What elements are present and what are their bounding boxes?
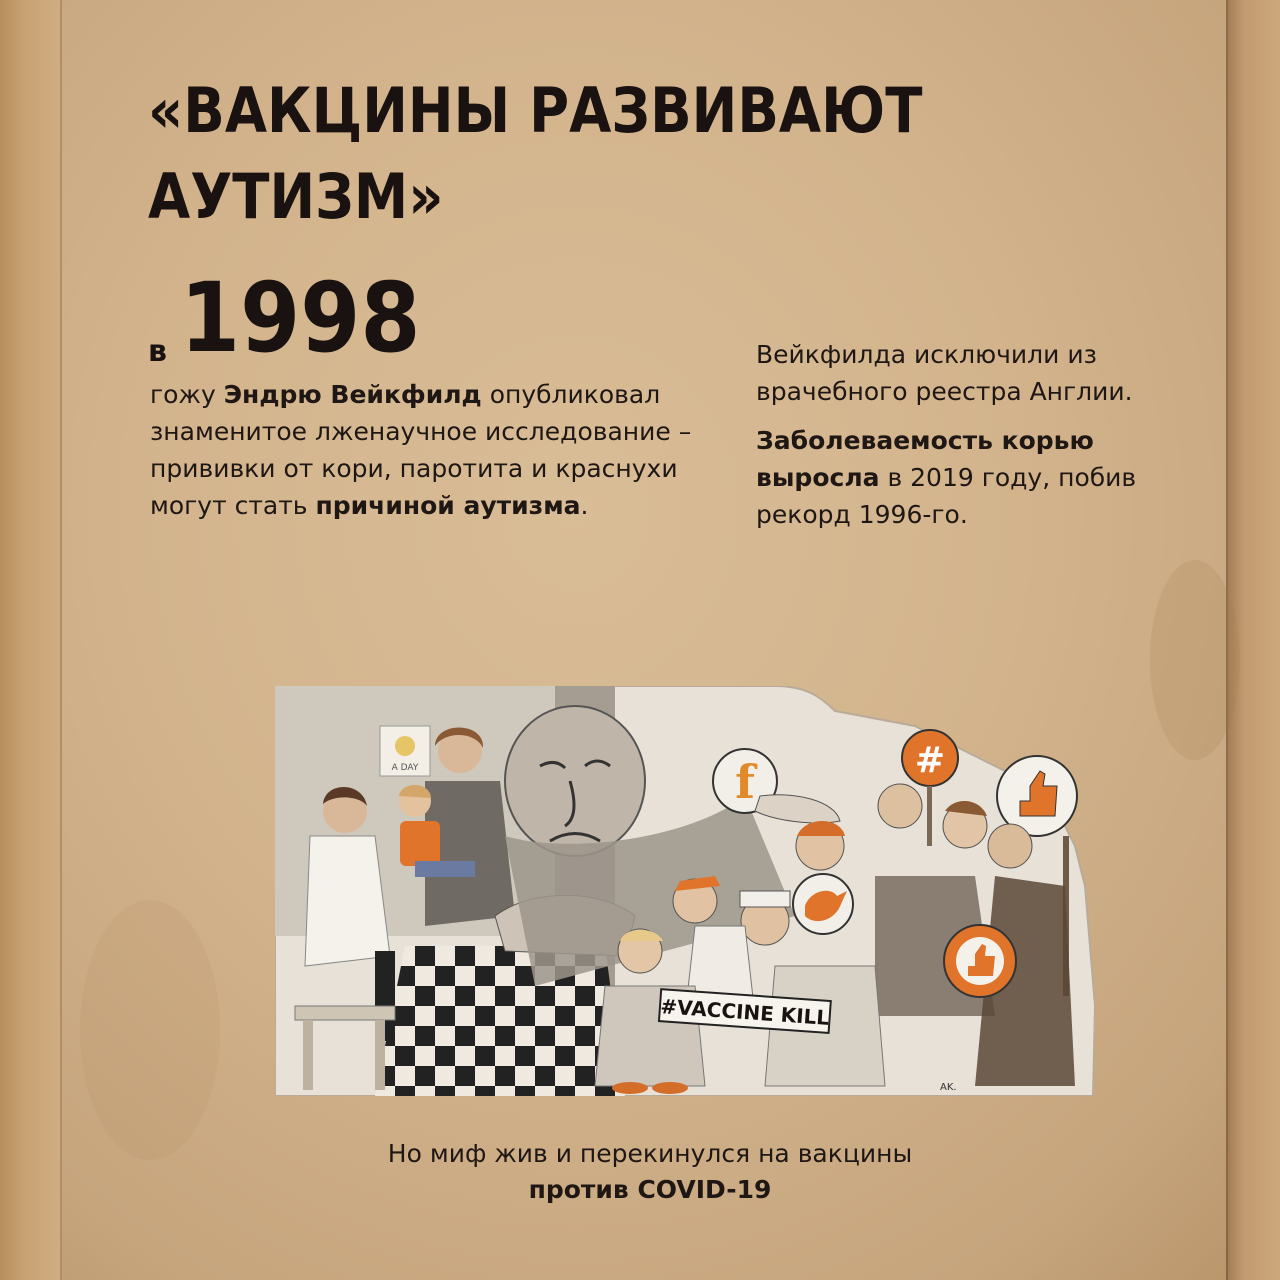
year-prefix: в [148,334,167,369]
year-number: 1998 [180,262,421,374]
title-line-2: АУТИЗМ» [148,160,444,233]
right-column [756,336,1156,545]
page-title [148,68,940,240]
text-part: опубликовал знаменитое лженаучное исследование – прививки от кори, паротита и краснухи могут стать [150,380,692,520]
text-part: гожу [150,380,224,409]
right-paragraph-2 [756,422,1156,533]
caption [300,1136,1000,1208]
svg-text:#: # [914,740,946,781]
child-shirt [400,821,440,866]
caption-line-1: Но миф жив и перекинулся на вакцины [387,1139,913,1168]
title-line-1: «ВАКЦИНЫ РАЗВИВАЮТ [148,74,923,147]
right-paragraph-1: Вейкфилда исключили из врачебного реестра Англии. [756,340,1133,406]
doctor-coat [305,836,390,966]
bold-statement: Заболеваемость корью выросла [756,426,1094,492]
banner-text: #VACCINE KILL [659,994,830,1030]
artist-signature: AK. [940,1082,957,1093]
author-name: Эндрю Вейкфилд [223,380,482,409]
paper-stain [80,900,220,1160]
paper-stain [1150,560,1240,760]
apple-icon [395,736,415,756]
illustration [275,686,1095,1096]
caption-line-2: против COVID-19 [528,1175,772,1204]
bold-claim: причиной аутизма [315,491,581,520]
text-part: в 2019 году, побив рекорд 1996-го. [756,463,1137,529]
book-left-edge [0,0,62,1280]
book-binding-line [60,0,62,1280]
left-paragraph [150,376,710,524]
poster-text: A DAY [391,763,419,773]
text-part: . [580,491,589,520]
svg-text:f: f [735,755,755,809]
